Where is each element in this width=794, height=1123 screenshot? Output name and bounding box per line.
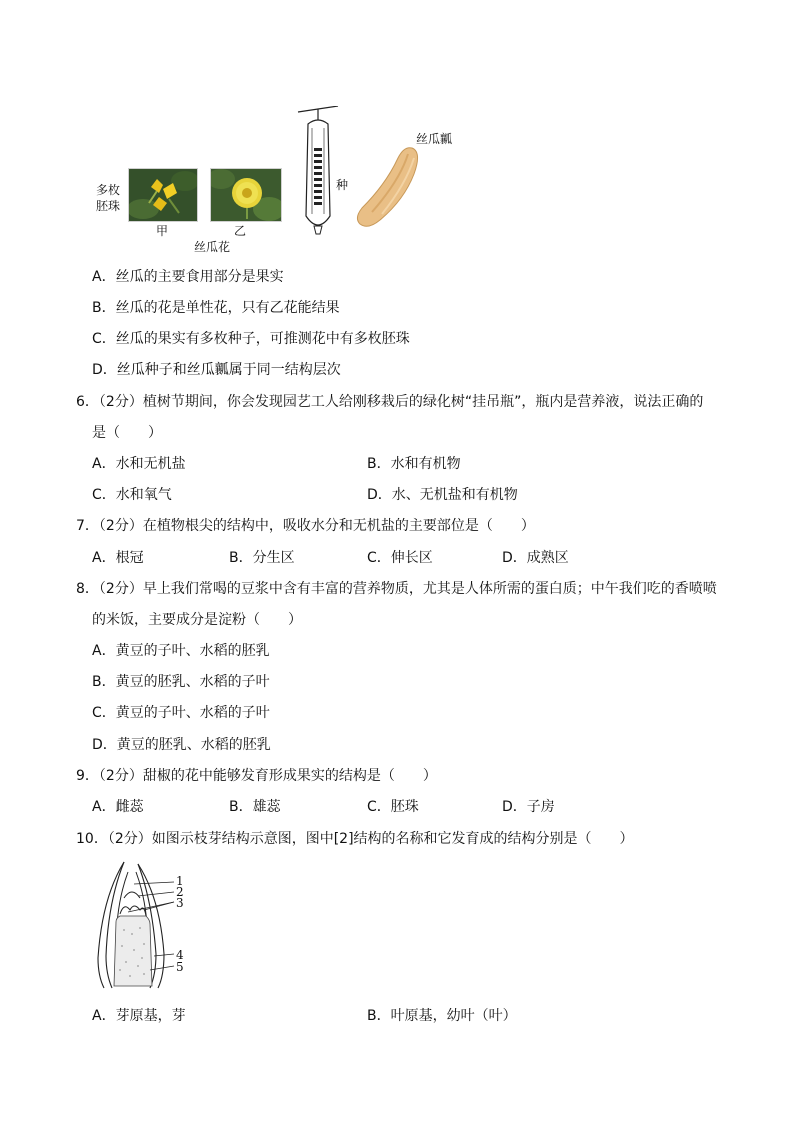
- q5-option-d: D．丝瓜种子和丝瓜瓤属于同一结构层次: [92, 362, 341, 378]
- q7-stem: 7．（2分）在植物根尖的结构中，吸收水分和无机盐的主要部位是（ ）: [76, 518, 535, 534]
- seed-label: 种: [336, 178, 349, 192]
- bud-label-3: 3: [176, 896, 184, 910]
- q10-option-a: A．芽原基，芽: [92, 1008, 186, 1024]
- bud-label-5: 5: [176, 960, 184, 974]
- q8-stem-line1: 8．（2分）早上我们常喝的豆浆中含有丰富的营养物质，尤其是人体所需的蛋白质；中午我们吃的香喷喷: [76, 581, 717, 597]
- q6-stem-line2: 是（ ）: [92, 425, 162, 441]
- flower-caption: 丝瓜花: [194, 240, 231, 254]
- q7-option-d: D．成熟区: [502, 550, 569, 566]
- q6-option-b: B．水和有机物: [367, 456, 461, 472]
- q8-option-a: A．黄豆的子叶、水稻的胚乳: [92, 643, 270, 659]
- q8-option-c: C．黄豆的子叶、水稻的子叶: [92, 705, 270, 721]
- q8-option-d: D．黄豆的胚乳、水稻的胚乳: [92, 737, 271, 753]
- q6-option-c: C．水和氧气: [92, 487, 172, 503]
- q5-option-a: A．丝瓜的主要食用部分是果实: [92, 269, 284, 285]
- q9-option-d: D．子房: [502, 799, 555, 815]
- fruit-section-diagram: [294, 106, 340, 236]
- q8-stem-line2: 的米饭，主要成分是淀粉（ ）: [92, 612, 302, 628]
- q7-option-c: C．伸长区: [367, 550, 433, 566]
- q7-option-a: A．根冠: [92, 550, 144, 566]
- label-yi: 乙: [234, 224, 247, 238]
- q5-option-b: B．丝瓜的花是单性花，只有乙花能结果: [92, 300, 340, 316]
- q10-stem: 10．（2分）如图示枝芽结构示意图，图中[2]结构的名称和它发育成的结构分别是（ ）: [76, 831, 634, 847]
- q6-stem-line1: 6．（2分）植树节期间，你会发现园艺工人给刚移栽后的绿化树“挂吊瓶”，瓶内是营养液，说法正确的: [76, 394, 704, 410]
- bud-label-1: 1: [176, 874, 184, 888]
- loofah-figure: [90, 100, 453, 260]
- q9-stem: 9．（2分）甜椒的花中能够发育形成果实的结构是（ ）: [76, 768, 437, 784]
- bud-label-4: 4: [176, 948, 184, 962]
- q6-option-d: D．水、无机盐和有机物: [367, 487, 518, 503]
- q8-option-b: B．黄豆的胚乳、水稻的子叶: [92, 674, 270, 690]
- q10-option-b: B．叶原基，幼叶（叶）: [367, 1008, 517, 1024]
- bud-structure-figure: [94, 858, 204, 992]
- q7-option-b: B．分生区: [229, 550, 295, 566]
- q9-option-a: A．雌蕊: [92, 799, 144, 815]
- loofah-sponge-image: [352, 144, 422, 230]
- q9-option-b: B．雄蕊: [229, 799, 281, 815]
- q6-option-a: A．水和无机盐: [92, 456, 186, 472]
- q9-option-c: C．胚珠: [367, 799, 419, 815]
- bud-label-2: 2: [176, 885, 184, 899]
- label-jia: 甲: [156, 224, 169, 238]
- bud-structure-diagram: [94, 858, 184, 992]
- ovules-label: 多枚 胚珠: [96, 183, 121, 213]
- q5-option-c: C．丝瓜的果实有多枚种子，可推测花中有多枚胚珠: [92, 331, 410, 347]
- flower-yi-photo: [210, 168, 282, 222]
- sponge-label: 丝瓜瓤: [416, 132, 453, 146]
- flower-jia-photo: [128, 168, 198, 222]
